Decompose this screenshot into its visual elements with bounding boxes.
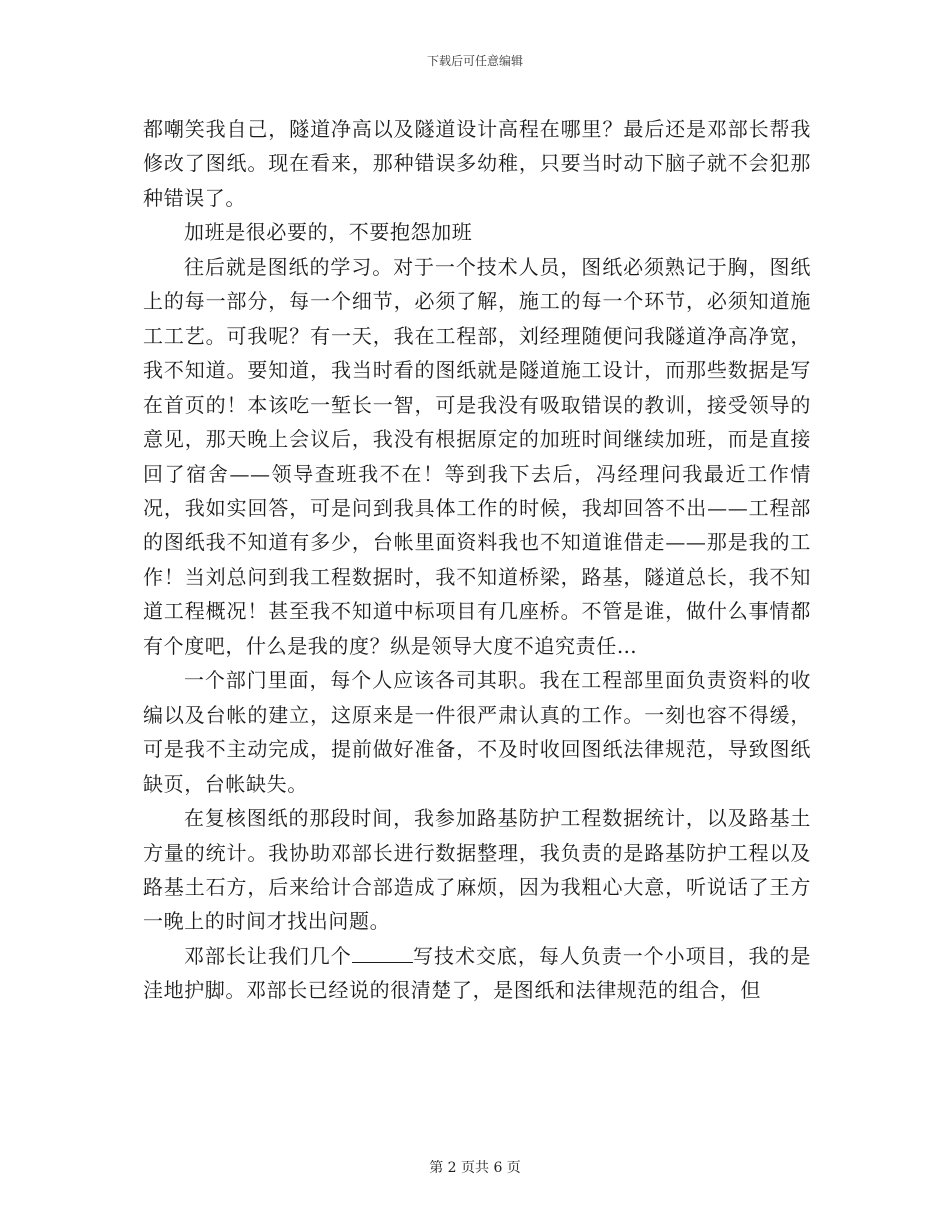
fill-in-blank bbox=[352, 944, 413, 963]
paragraph-drawing-study: 往后就是图纸的学习。对于一个技术人员，图纸必须熟记于胸，图纸上的每一部分，每一个细节，必须了解，施工的每一个环节，必须知道施工工艺。可我呢？有一天，我在工程部，刘经理随便问我隧道净高净宽，我不知道。要知道，我当时看的图纸就是隧道施工设计，而那些数据是写在首页的！本该吃一堑长一智，可是我没有吸取错误的教训，接受领导的意见，那天晚上会议后，我没有根据原定的加班时间继续加班，而是直接回了宿舍——领导查班我不在！等到我下去后，冯经理问我最近工作情况，我如实回答，可是问到我具体工作的时候，我却回答不出——工程部的图纸我不知道有多少，台帐里面资料我也不知道谁借走——那是我的工作！当刘总问到我工程数据时，我不知道桥梁，路基，隧道总长，我不知道工程概况！甚至我不知道中标项目有几座桥。不管是谁，做什么事情都有个度吧，什么是我的度？纵是领导大度不追究责任… bbox=[143, 254, 811, 658]
paragraph-technical-briefing bbox=[143, 939, 811, 1008]
page-header: 下载后可任意编辑 bbox=[426, 54, 523, 68]
paragraph-department-duties: 一个部门里面，每个人应该各司其职。我在工程部里面负责资料的收编以及台帐的建立，这原来是一件很严肃认真的工作。一刻也容不得缓，可是我不主动完成，提前做好准备，不及时收回图纸法律规范，导致图纸缺页，台帐缺失。 bbox=[143, 668, 811, 796]
document-body bbox=[143, 112, 811, 1008]
paragraph-data-statistics: 在复核图纸的那段时间，我参加路基防护工程数据统计，以及路基土方量的统计。我协助邓部长进行数据整理，我负责的是路基防护工程以及路基土石方，后来给计合部造成了麻烦，因为我粗心大意，听说话了王方一晚上的时间才找出问题。 bbox=[143, 806, 811, 934]
page-number-footer: 第 2 页共 6 页 bbox=[429, 1160, 521, 1176]
paragraph-continuation: 都嘲笑我自己，隧道净高以及隧道设计高程在哪里？最后还是邓部长帮我修改了图纸。现在看来，那种错误多幼稚，只要当时动下脑子就不会犯那种错误了。 bbox=[143, 117, 811, 210]
paragraph-text-after-blank: 写技术交底，每人负责一个小项目，我的是洼地护脚。邓部长已经说的很清楚了，是图纸和法律规范的组合，但 bbox=[143, 943, 811, 1003]
paragraph-text-before-blank: 邓部长让我们几个 bbox=[184, 943, 352, 968]
paragraph-section-heading: 加班是很必要的，不要抱怨加班 bbox=[184, 220, 473, 245]
